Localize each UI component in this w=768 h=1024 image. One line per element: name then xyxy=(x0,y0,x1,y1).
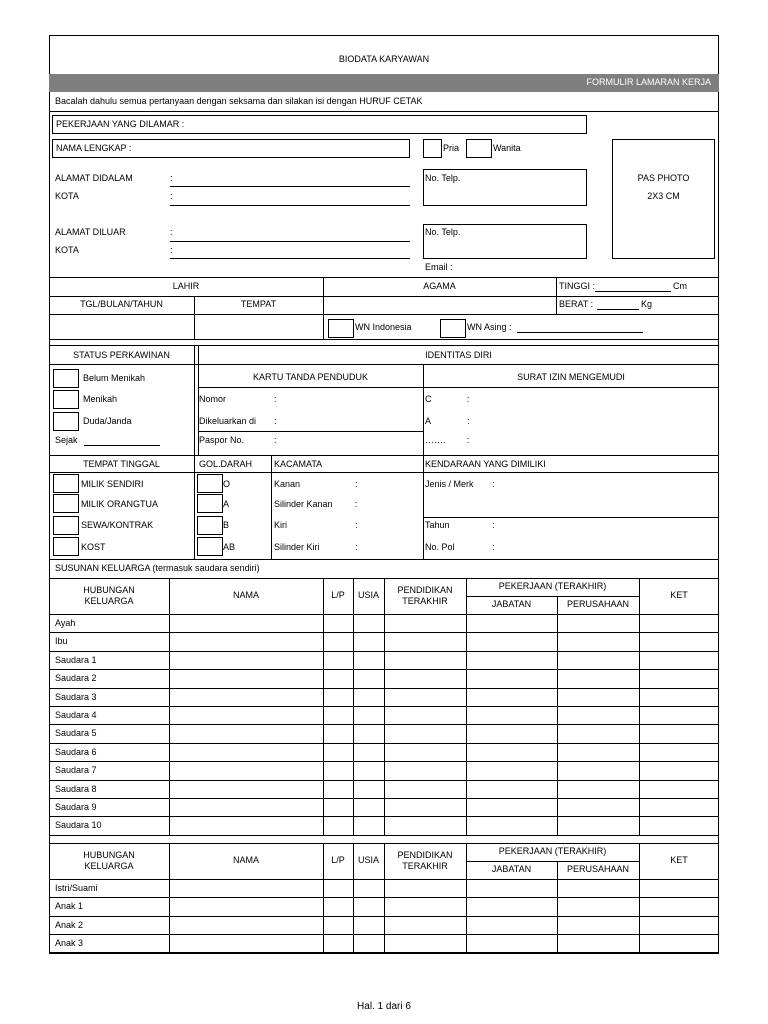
weight-unit: Kg xyxy=(641,299,653,309)
residence-rent-checkbox[interactable] xyxy=(53,516,79,535)
marital-header: STATUS PERKAWINAN xyxy=(73,350,170,360)
col-job: PEKERJAAN (TERAKHIR) xyxy=(498,846,607,856)
blood-o-checkbox[interactable] xyxy=(197,474,223,493)
table-row[interactable] xyxy=(169,761,639,779)
height-unit: Cm xyxy=(673,281,687,291)
table-row[interactable] xyxy=(169,816,639,834)
table-row-label: Anak 3 xyxy=(55,937,84,948)
table-row[interactable] xyxy=(169,916,639,934)
table-row-label: Ayah xyxy=(55,618,76,628)
table-row[interactable] xyxy=(169,897,639,915)
page-number: Hal. 1 dari 6 xyxy=(357,1001,411,1012)
since-input[interactable] xyxy=(84,445,160,446)
table-row[interactable] xyxy=(169,934,639,952)
residence-kost-label: KOST xyxy=(81,542,106,552)
table-row-label: Saudara 9 xyxy=(55,802,97,812)
sim-a-label: A xyxy=(425,416,432,426)
city-in-label: KOTA xyxy=(55,191,79,201)
male-label: Pria xyxy=(443,143,460,153)
sim-header: SURAT IZIN MENGEMUDI xyxy=(517,372,625,382)
residence-parents-label: MILIK ORANGTUA xyxy=(81,499,159,509)
sim-other-label: ……. xyxy=(425,435,446,445)
col-gender: L/P xyxy=(331,855,345,865)
wna-input[interactable] xyxy=(517,332,643,333)
table-row-label: Ibu xyxy=(55,636,68,647)
height-input[interactable] xyxy=(595,291,671,292)
blood-a-checkbox[interactable] xyxy=(197,494,223,513)
address-in-label: ALAMAT DIDALAM xyxy=(55,173,133,183)
table-row-label: Saudara 10 xyxy=(55,820,102,831)
height-label: TINGGI : xyxy=(559,281,595,291)
col-education: PENDIDIKAN xyxy=(397,585,453,595)
wna-label: WN Asing : xyxy=(467,322,512,332)
blood-b-checkbox[interactable] xyxy=(197,516,223,535)
table-row-label: Saudara 2 xyxy=(55,673,97,684)
widowed-checkbox[interactable] xyxy=(53,412,79,431)
col-age: USIA xyxy=(357,590,379,600)
family-caption: SUSUNAN KELUARGA (termasuk saudara sendiri) xyxy=(55,563,260,573)
col-company: PERUSAHAAN xyxy=(566,599,629,609)
table-row[interactable] xyxy=(169,614,639,632)
table-row[interactable] xyxy=(169,879,639,897)
blood-a-label: A xyxy=(223,499,230,509)
table-row-label: Istri/Suami xyxy=(55,883,98,893)
married-label: Menikah xyxy=(83,394,118,404)
full-name-label: NAMA LENGKAP : xyxy=(56,143,132,153)
col-company: PERUSAHAAN xyxy=(566,864,629,874)
vehicle-plate-label: No. Pol xyxy=(425,542,455,552)
col-age: USIA xyxy=(357,855,379,865)
table-row-label: Saudara 5 xyxy=(55,728,97,739)
female-checkbox[interactable] xyxy=(466,139,492,158)
table-row[interactable] xyxy=(169,724,639,742)
city-in-input[interactable] xyxy=(170,205,410,206)
female-label: Wanita xyxy=(493,143,521,153)
identity-header: IDENTITAS DIRI xyxy=(425,350,492,360)
table-row[interactable] xyxy=(169,743,639,761)
table-row-label: Saudara 3 xyxy=(55,691,97,702)
col-relation: HUBUNGAN xyxy=(83,850,135,860)
ktp-issued-label: Dikeluarkan di xyxy=(199,416,257,426)
email-label: Email : xyxy=(425,262,453,272)
glasses-left-label: Kiri xyxy=(274,520,287,530)
table-row-label: Saudara 4 xyxy=(55,710,97,720)
sim-c-label: C xyxy=(425,394,432,404)
phone-in-label: No. Telp. xyxy=(425,173,461,183)
col-name: NAMA xyxy=(232,590,259,600)
residence-own-label: MILIK SENDIRI xyxy=(81,479,144,489)
residence-own-checkbox[interactable] xyxy=(53,474,79,493)
blood-ab-label: AB xyxy=(223,542,236,552)
position-applied-label: PEKERJAAN YANG DILAMAR : xyxy=(56,119,185,129)
table-row-label: Saudara 1 xyxy=(55,654,97,665)
dob-header: TGL/BULAN/TAHUN xyxy=(80,299,163,309)
birthplace-header: TEMPAT xyxy=(240,299,277,309)
city-out-label: KOTA xyxy=(55,245,79,255)
blood-b-label: B xyxy=(223,520,230,530)
ktp-header: KARTU TANDA PENDUDUK xyxy=(252,372,369,382)
photo-label: PAS PHOTO xyxy=(637,173,690,183)
male-checkbox[interactable] xyxy=(423,139,442,158)
residence-kost-checkbox[interactable] xyxy=(53,537,79,556)
banner-text: FORMULIR LAMARAN KERJA xyxy=(586,77,711,87)
glasses-cyl-left-label: Silinder Kiri xyxy=(274,542,320,552)
glasses-header: KACAMATA xyxy=(274,459,323,469)
widowed-label: Duda/Janda xyxy=(83,416,132,426)
table-row[interactable] xyxy=(169,651,639,669)
weight-input[interactable] xyxy=(597,309,639,310)
instruction-text: Bacalah dahulu semua pertanyaan dengan seksama dan silakan isi dengan HURUF CETAK xyxy=(55,96,423,106)
residence-parents-checkbox[interactable] xyxy=(53,494,79,513)
glasses-cyl-right-label: Silinder Kanan xyxy=(274,499,333,509)
vehicle-header: KENDARAAN YANG DIMILIKI xyxy=(425,459,546,469)
col-job: PEKERJAAN (TERAKHIR) xyxy=(498,581,607,591)
table-row[interactable] xyxy=(169,688,639,706)
ktp-number-label: Nomor xyxy=(199,394,227,404)
vehicle-year-label: Tahun xyxy=(425,520,450,530)
wni-label: WN Indonesia xyxy=(355,322,412,332)
col-note: KET xyxy=(670,590,688,600)
table-row-label: Anak 2 xyxy=(55,919,84,930)
table-row[interactable] xyxy=(169,632,639,650)
col-position: JABATAN xyxy=(491,599,532,609)
table-row[interactable] xyxy=(169,780,639,798)
blood-o-label: O xyxy=(223,479,231,489)
col-gender: L/P xyxy=(331,590,345,600)
table-row-label: Saudara 7 xyxy=(55,765,97,776)
col-relation: HUBUNGAN xyxy=(83,585,135,595)
blood-header: GOL.DARAH xyxy=(199,459,253,469)
wni-checkbox[interactable] xyxy=(328,319,354,338)
residence-rent-label: SEWA/KONTRAK xyxy=(81,520,154,530)
address-in-input[interactable] xyxy=(170,186,410,187)
residence-header: TEMPAT TINGGAL xyxy=(83,459,160,469)
col-education: PENDIDIKAN xyxy=(397,850,453,860)
table-row[interactable] xyxy=(169,706,639,724)
weight-label: BERAT : xyxy=(559,299,594,309)
wna-checkbox[interactable] xyxy=(440,319,466,338)
col-name: NAMA xyxy=(232,855,259,865)
single-label: Belum Menikah xyxy=(83,373,146,383)
religion-header: AGAMA xyxy=(423,281,456,291)
phone-out-label: No. Telp. xyxy=(425,227,461,237)
form-title: BIODATA KARYAWAN xyxy=(338,54,430,64)
table-row[interactable] xyxy=(169,798,639,816)
birth-header: LAHIR xyxy=(172,281,200,291)
table-row-label: Saudara 8 xyxy=(55,783,97,794)
single-checkbox[interactable] xyxy=(53,369,79,388)
blood-ab-checkbox[interactable] xyxy=(197,537,223,556)
col-position: JABATAN xyxy=(491,864,532,874)
address-out-label: ALAMAT DILUAR xyxy=(55,227,126,237)
since-label: Sejak xyxy=(55,435,78,445)
address-out-input[interactable] xyxy=(170,241,410,242)
married-checkbox[interactable] xyxy=(53,390,79,409)
glasses-right-label: Kanan xyxy=(274,479,301,489)
passport-label: Paspor No. xyxy=(199,435,245,445)
table-row-label: Anak 1 xyxy=(55,901,84,912)
vehicle-brand-label: Jenis / Merk xyxy=(425,479,474,489)
col-note: KET xyxy=(670,855,688,865)
table-row-label: Saudara 6 xyxy=(55,746,97,757)
photo-size: 2X3 CM xyxy=(647,191,680,201)
city-out-input[interactable] xyxy=(170,258,410,259)
table-row[interactable] xyxy=(169,669,639,687)
